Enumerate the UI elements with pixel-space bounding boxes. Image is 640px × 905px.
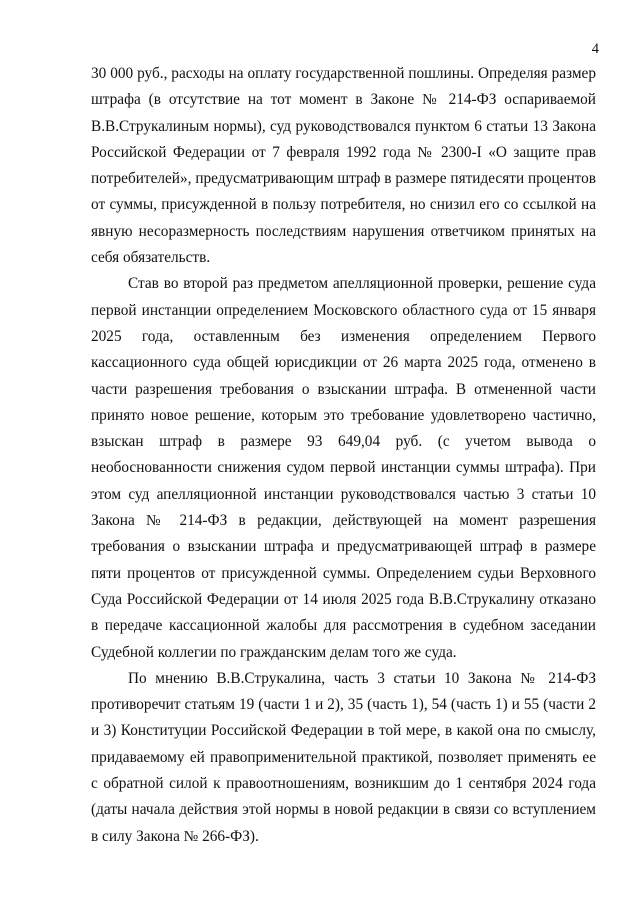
document-body — [91, 61, 596, 850]
page-number: 4 — [591, 41, 599, 57]
paragraph-1: 30 000 руб., расходы на оплату государственной пошлины. Определяя размер штрафа (в отсутствие на тот момент в Законе № 214-ФЗ оспариваемой В.В.Струкалиным нормы), суд руководствовался пунктом 6 статьи 13 Закона Российской Федерации от 7 февраля 1992 года № 2300-I «О защите прав потребителей», предусматривающим штраф в размере пятидесяти процентов от суммы, присужденной в пользу потребителя, но снизил его со ссылкой на явную несоразмерность последствиям нарушения ответчиком принятых на себя обязательств. — [91, 65, 596, 267]
paragraph-3: По мнению В.В.Струкалина, часть 3 статьи 10 Закона № 214-ФЗ противоречит статьям 19 (части 1 и 2), 35 (часть 1), 54 (часть 1) и 55 (части 2 и 3) Конституции Российской Федерации в той мере, в какой она по смыслу, придаваемому ей правоприменительной практикой, позволяет применять ее с обратной силой к правоотношениям, возникшим до 1 сентября 2024 года (даты начала действия этой нормы в новой редакции в связи со вступлением в силу Закона № 266-ФЗ). — [91, 669, 596, 845]
paragraph-2: Став во второй раз предметом апелляционной проверки, решение суда первой инстанции определением Московского областного суда от 15 января 2025 года, оставленным без изменения определением Первого кассационного суда общей юрисдикции от 26 марта 2025 года, отменено в части разрешения требования о взыскании штрафа. В отмененной части принято новое решение, которым это требование удовлетворено частично, взыскан штраф в размере 93 649,04 руб. (с учетом вывода о необоснованности снижения судом первой инстанции суммы штрафа). При этом суд апелляционной инстанции руководствовался частью 3 статьи 10 Закона № 214-ФЗ в редакции, действующей на момент разрешения требования о взыскании штрафа и предусматривающей штраф в размере пяти процентов от присужденной суммы. Определением судьи Верховного Суда Российской Федерации от 14 июля 2025 года В.В.Струкалину отказано в передаче кассационной жалобы для рассмотрения в судебном заседании Судебной коллегии по гражданским делам того же суда. — [91, 275, 596, 661]
